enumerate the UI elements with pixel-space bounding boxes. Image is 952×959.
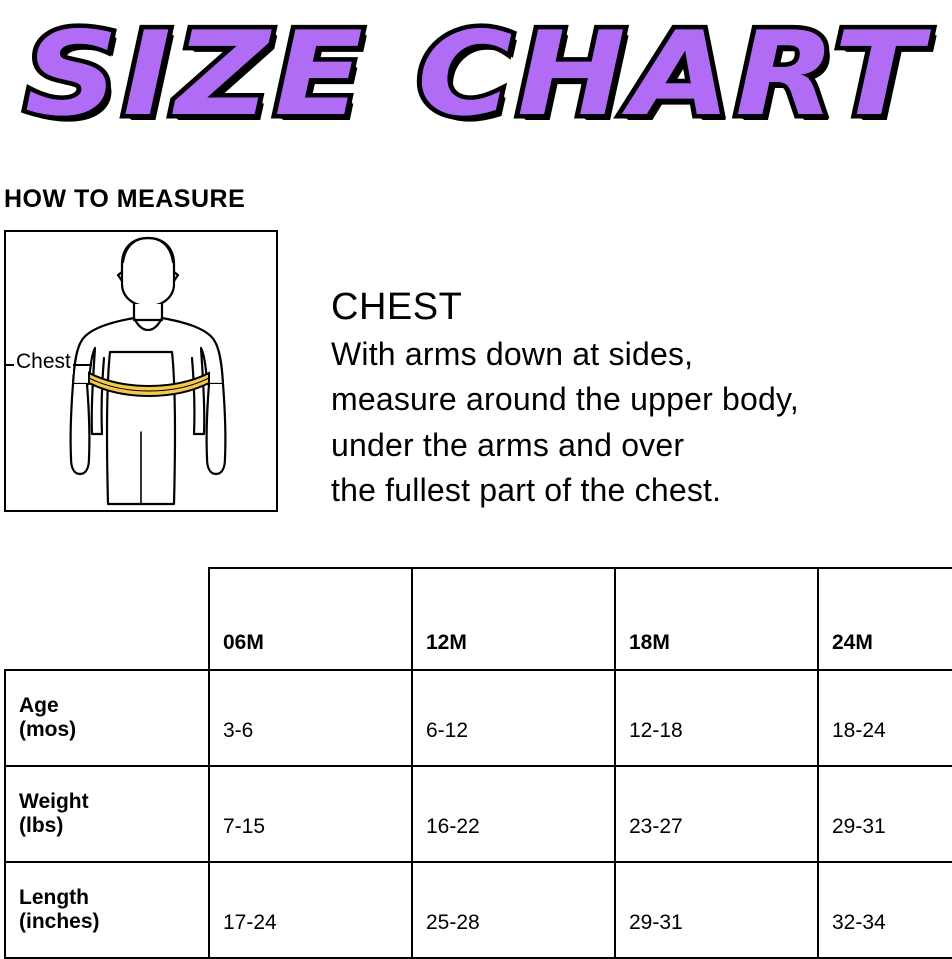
cell-age-24m-value: 18-24 <box>832 719 886 742</box>
table-corner-cell <box>5 568 209 670</box>
row-label-weight <box>5 766 209 862</box>
table-header-12m: 12M <box>412 568 615 670</box>
cell-age-06m <box>209 670 412 766</box>
cell-length-18m <box>615 862 818 958</box>
how-to-measure-heading: HOW TO MEASURE <box>4 185 246 213</box>
table-header-row <box>5 568 952 670</box>
row-label-weight-line1: Weight <box>19 789 89 813</box>
cell-weight-18m-value: 23-27 <box>629 815 683 838</box>
cell-length-24m-value: 32-34 <box>832 911 886 934</box>
cell-weight-18m <box>615 766 818 862</box>
cell-length-18m-value: 29-31 <box>629 911 683 934</box>
table-header-24m: 24M <box>818 568 952 670</box>
table-row <box>5 862 952 958</box>
description-line-3: under the arms and over <box>331 426 685 463</box>
page-title-text: SIZE CHART <box>24 7 928 142</box>
measurement-description <box>331 288 941 514</box>
cell-weight-12m <box>412 766 615 862</box>
cell-weight-24m <box>818 766 952 862</box>
row-label-age <box>5 670 209 766</box>
row-label-weight-line2: (lbs) <box>19 814 64 837</box>
chest-figure-label: Chest <box>16 350 71 373</box>
cell-age-12m <box>412 670 615 766</box>
cell-age-24m <box>818 670 952 766</box>
table-header-18m: 18M <box>615 568 818 670</box>
table-row <box>5 670 952 766</box>
table-header-06m: 06M <box>209 568 412 670</box>
row-label-length-line2: (inches) <box>19 910 100 933</box>
cell-length-12m-value: 25-28 <box>426 911 480 934</box>
cell-age-12m-value: 6-12 <box>426 719 469 742</box>
cell-weight-06m-value: 7-15 <box>223 815 266 838</box>
row-label-age-line1: Age <box>19 693 59 717</box>
cell-age-18m <box>615 670 818 766</box>
size-table <box>4 567 952 959</box>
row-label-age-line2: (mos) <box>19 718 77 741</box>
cell-weight-24m-value: 29-31 <box>832 815 886 838</box>
cell-age-18m-value: 12-18 <box>629 719 683 742</box>
row-label-length-line1: Length <box>19 885 89 909</box>
description-heading: CHEST <box>331 286 463 328</box>
cell-weight-06m <box>209 766 412 862</box>
cell-length-06m <box>209 862 412 958</box>
page-title <box>0 0 952 150</box>
cell-length-24m <box>818 862 952 958</box>
description-line-2: measure around the upper body, <box>331 381 799 418</box>
row-label-length <box>5 862 209 958</box>
cell-length-12m <box>412 862 615 958</box>
description-line-4: the fullest part of the chest. <box>331 472 722 509</box>
cell-age-06m-value: 3-6 <box>223 719 254 742</box>
cell-length-06m-value: 17-24 <box>223 911 277 934</box>
description-line-1: With arms down at sides, <box>331 335 694 372</box>
cell-weight-12m-value: 16-22 <box>426 815 480 838</box>
table-row <box>5 766 952 862</box>
